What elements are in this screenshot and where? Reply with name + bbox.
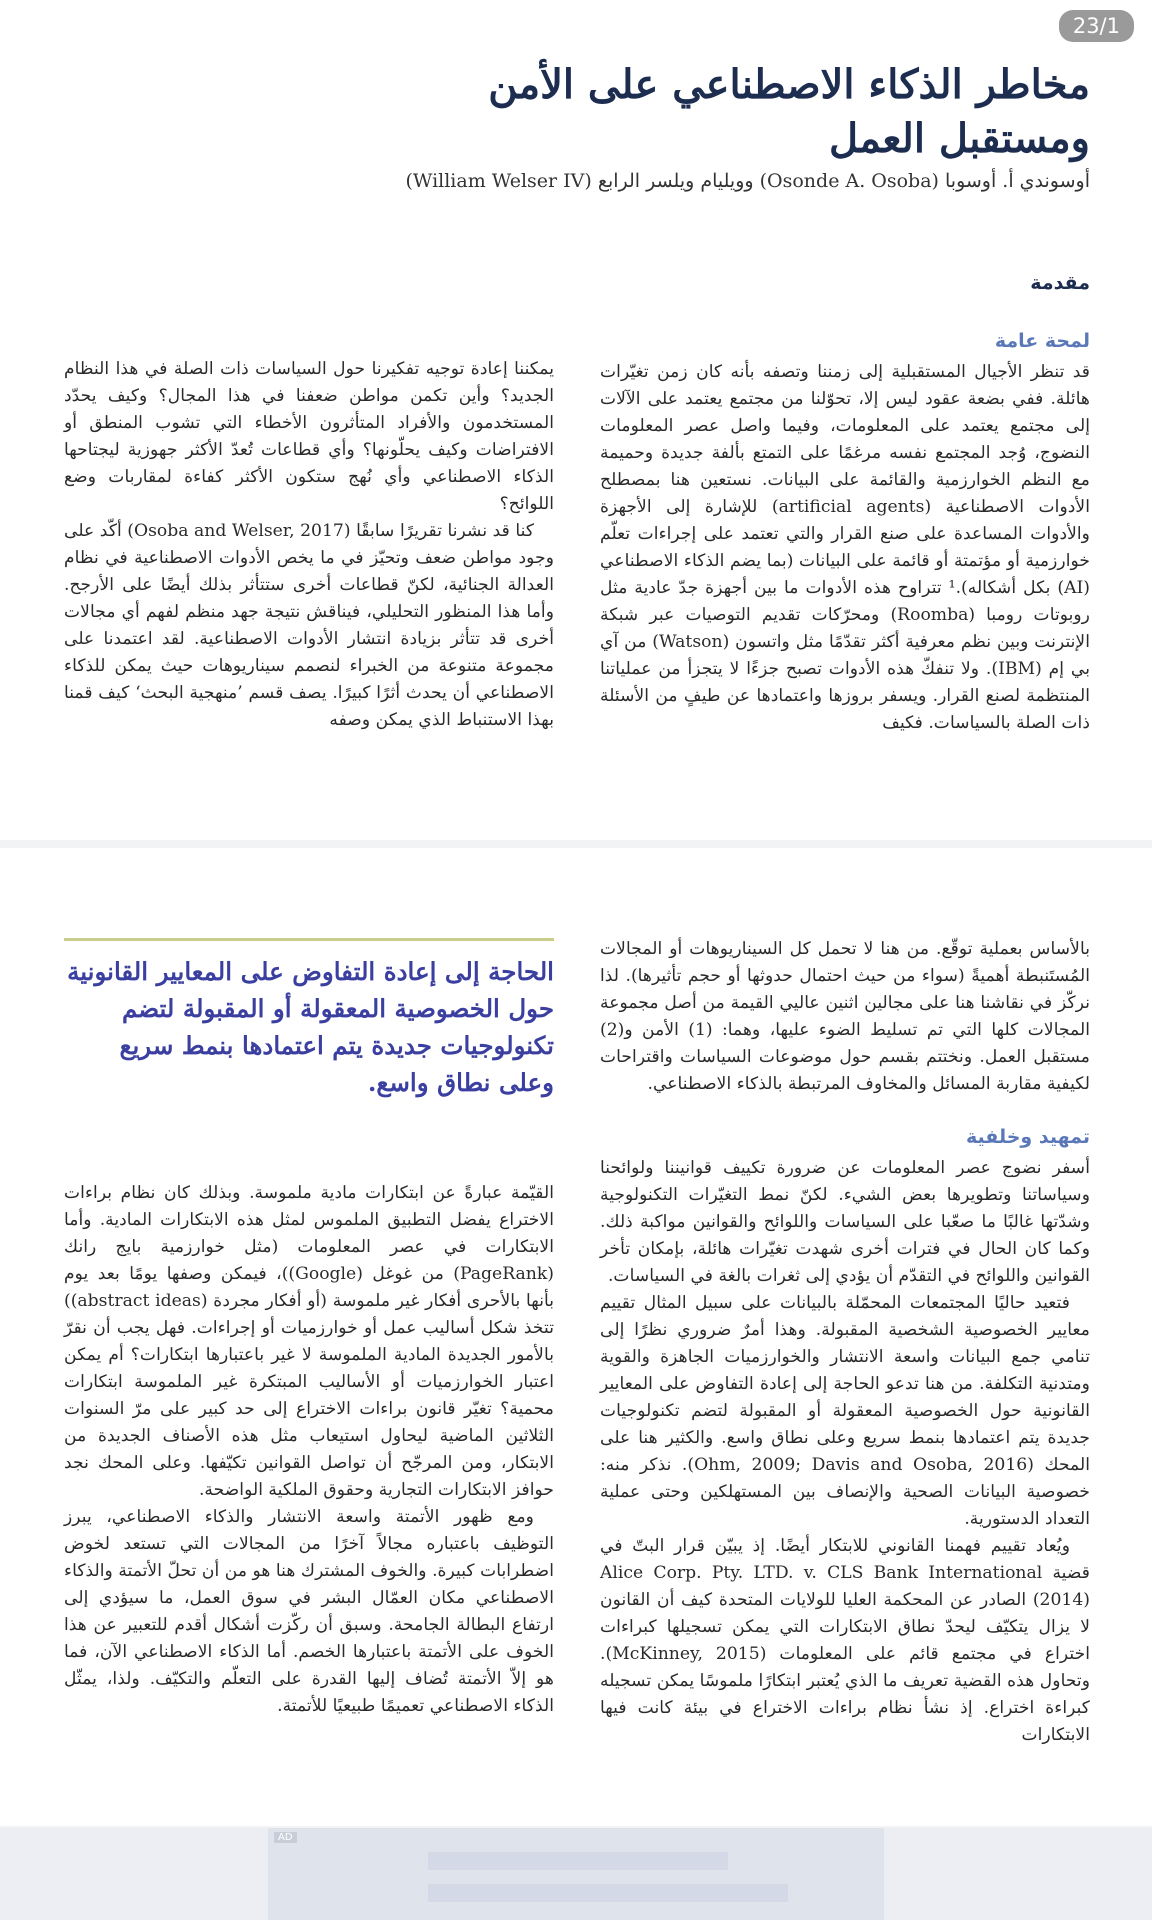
paragraph: ويُعاد تقييم فهمنا القانوني للابتكار أيضًا. إذ يبيّن قرار البتّ في قضية Alice Corp. Pty. LTD. v. CLS Bank International (2014) الصادر عن المحكمة العليا للولايات المتحدة كيف أن القانون لا يزال يتكيّف ليحدّ نطاق الابتكارات التي يمكن تسجيلها كبراءات اختراع في مجتمع قائم على المعلومات (McKinney, 2015). وتحاول هذه القضية تعريف ما الذي يُعتبر ابتكارًا ملموسًا يمكن تسجيله كبراءة اختراع. إذ نشأ نظام براءات الاختراع في بيئة كانت فيها الابتكارات — [600, 1536, 1090, 1745]
paragraph: ومع ظهور الأتمتة واسعة الانتشار والذكاء الاصطناعي، يبرز التوظيف باعتباره مجالاً آخرًا من المجالات التي تستعد لخوض اضطرابات كبيرة. والخوف المشترك هنا هو من أن تحلّ الأتمتة والذكاء الاصطناعي مكان العمّال البشر في سوق العمل، ما سيؤدي إلى ارتفاع البطالة الجامحة. وسبق أن ركّزت أشكال أقدم للتعبير عن هذا الخوف على الأتمتة باعتبارها الخصم. أما الذكاء الاصطناعي الآن، فما هو إلاّ الأتمتة تُضاف إليها القدرة على التعلّم والتكيّف. ولذا، يمثّل الذكاء الاصطناعي تعميمًا طبيعيًا للأتمتة. — [64, 1507, 554, 1716]
paragraph: بالأساس بعملية توقّع. من هنا لا تحمل كل السيناريوهات أو المجالات المُستَنبطة أهميةً (سواء من حيث احتمال حدوثها أو حجم تأثيرها). لذا نركّز في نقاشنا هنا على مجالين اثنين عاليي القيمة من أصل مجموعة المجالات كلها التي تم تسليط الضوء عليها، وهما: (1) الأمن و(2) مستقبل العمل. ونختتم بقسم حول موضوعات السياسات واقتراحات لكيفية مقاربة المسائل والمخاوف المرتبطة بالذكاء الاصطناعي. — [600, 939, 1090, 1094]
ad-placeholder-line — [428, 1852, 728, 1870]
page1-left-column — [64, 356, 554, 734]
overview-column — [600, 328, 1090, 737]
overview-heading: لمحة عامة — [994, 330, 1090, 352]
paragraph: كنا قد نشرنا تقريرًا سابقًا (Osoba and Welser, 2017) أكّد على وجود مواطن ضعف وتحيّز في ما يخص الأدوات الاصطناعية في نظام العدالة الجنائية، لكنّ قطاعات أخرى ستتأثر بذلك أيضًا على الأرجح. وأما هذا المنظور التحليلي، فيناقش نتيجة جهد منظم لفهم أي مجالات أخرى قد تتأثر بزيادة انتشار الأدوات الاصطناعية. لقد اعتمدنا على مجموعة متنوعة من الخبراء لنصمم سيناريوهات حيث يمكن للذكاء الاصطناعي أن يحدث أثرًا كبيرًا. يصف قسم ’منهجية البحث‘ كيف قمنا بهذا الاستنباط الذي يمكن وصفه — [64, 521, 554, 730]
paragraph: أسفر نضوج عصر المعلومات عن ضرورة تكييف قوانيننا ولوائحنا وسياساتنا وتطويرها بعض الشيء. لكنّ نمط التغيّرات التكنولوجية وشدّتها غالبًا ما صعّبا على السياسات واللوائح والقوانين مواكبة ذلك. وكما كان الحال في فترات أخرى شهدت تغيّرات هائلة، بإمكان تأخر القوانين واللوائح في التقدّم أن يؤدي إلى ثغرات بالغة في السياسات. — [600, 1158, 1090, 1286]
page2-left-column — [64, 1180, 554, 1720]
ad-label: AD — [274, 1832, 297, 1843]
authors-line: أوسوندي أ. أوسوبا (Osonde A. Osoba) وويليام ويلسر الرابع (William Welser IV) — [405, 170, 1090, 192]
document-page-1 — [0, 0, 1152, 840]
overview-paragraph: قد تنظر الأجيال المستقبلية إلى زمننا وتصفه بأنه كان زمن تغيّرات هائلة. ففي بضعة عقود ليس إلا، تحوّلنا من مجتمع يعتمد على الآلات إلى مجتمع يعتمد على المعلومات، وفيما واصل عصر المعلومات النضوج، وُجد المجتمع نفسه مرغمًا على التمتع بألفة جديدة وحميمة مع النظم الخوارزمية والقائمة على البيانات. نستعين هنا بمصطلح الأدوات الاصطناعية (artificial agents) للإشارة إلى الأجهزة والأدوات المساعدة على صنع القرار والتي تعتمد على إجراءات تعلّم خوارزمية أو مؤتمتة أو قائمة على البيانات (بما يضم الذكاء الاصطناعي (AI) بكل أشكاله).¹ تتراوح هذه الأدوات ما بين أجهزة جدّ عادية مثل روبوتات رومبا (Roomba) ومحرّكات تقديم التوصيات عبر شبكة الإنترنت وبين نظم معرفية أكثر تقدّمًا مثل واتسون (Watson) من آي بي إم (IBM). ولا تنفكّ هذه الأدوات تصبح جزءًا لا يتجزأ من عملياتنا المنتظمة لصنع القرار. ويسفر بروزها واعتمادها عن طيفٍ من الأسئلة ذات الصلة بالسياسات. فكيف — [600, 362, 1090, 733]
ad-banner-area[interactable] — [0, 1828, 1152, 1920]
section-heading-intro: مقدمة — [1030, 272, 1090, 294]
pull-quote-text: الحاجة إلى إعادة التفاوض على المعايير القانونية حول الخصوصية المعقولة أو المقبولة لتضم تكنولوجيات جديدة يتم اعتمادها بنمط سريع وعلى نطاق واسع. — [67, 957, 554, 1097]
paragraph: يمكننا إعادة توجيه تفكيرنا حول السياسات ذات الصلة في هذا النظام الجديد؟ وأين تكمن مواطن ضعفنا في هذا المجال؟ وكيف يحدّد المستخدمون والأفراد المتأثرون الأخطاء التي تشوب المنطق أو الافتراضات وكيف يحلّونها؟ وأي قطاعات تُعدّ الأكثر جهوزية ليجتاحها الذكاء الاصطناعي وأي نُهج ستكون الأكثر كفاءة لمقاربات وضع اللوائح؟ — [64, 359, 554, 514]
page-counter-badge: 23/1 — [1059, 10, 1134, 42]
paragraph: فتعيد حاليًا المجتمعات المحمّلة بالبيانات على سبيل المثال تقييم معايير الخصوصية الشخصية المقبولة. وهذا أمرٌ ضروري نظرًا إلى تنامي جمع البيانات واسعة الانتشار والخوارزميات الجاهزة والقوية ومتدنية التكلفة. من هنا تدعو الحاجة إلى إعادة التفاوض على المعايير القانونية حول الخصوصية المعقولة أو المقبولة لتضم تكنولوجيات جديدة يتم اعتمادها بنمط سريع وعلى نطاق واسع. والكثير هنا على المحك (Ohm, 2009; Davis and Osoba, 2016). نذكر منه: خصوصية البيانات الصحية والإنصاف بين المستهلكين وحتى عملية التعداد الدستورية. — [600, 1293, 1091, 1529]
pull-quote — [64, 938, 554, 1101]
paragraph: القيّمة عبارةً عن ابتكارات مادية ملموسة. وبذلك كان نظام براءات الاختراع يفضل التطبيق الملموس لمثل هذه الابتكارات المادية. وأما الابتكارات في عصر المعلومات (مثل خوارزمية بايج رانك (PageRank) من غوغل (Google))، فيمكن وصفها يومًا بعد يوم بأنها بالأحرى أفكار غير ملموسة (أو أفكار مجردة (abstract ideas)) تتخذ شكل أساليب عمل أو خوارزميات أو إجراءات. فهل يجب أن نقرّ بالأمور الجديدة المادية الملموسة لا غير باعتبارها ابتكارات؟ أم يمكن اعتبار الخوارزميات أو الأساليب المبتكرة غير الملموسة ابتكارات محمية؟ تغيّر قانون براءات الاختراع إلى حد كبير على مرّ السنوات الثلاثين الماضية ليحاول استيعاب مثل هذه الأصناف الجديدة من الابتكار، ومن المرجّح أن تواصل القوانين تكيّفها. وعلى المحك نجد حوافز الابتكارات التجارية وحقوق الملكية الواضحة. — [64, 1183, 554, 1500]
page2-right-column — [600, 936, 1090, 1749]
background-heading: تمهيد وخلفية — [966, 1126, 1090, 1148]
ad-banner[interactable] — [268, 1828, 884, 1920]
ad-placeholder-line — [428, 1884, 788, 1902]
document-title: مخاطر الذكاء الاصطناعي على الأمن ومستقبل العمل — [488, 61, 1090, 162]
